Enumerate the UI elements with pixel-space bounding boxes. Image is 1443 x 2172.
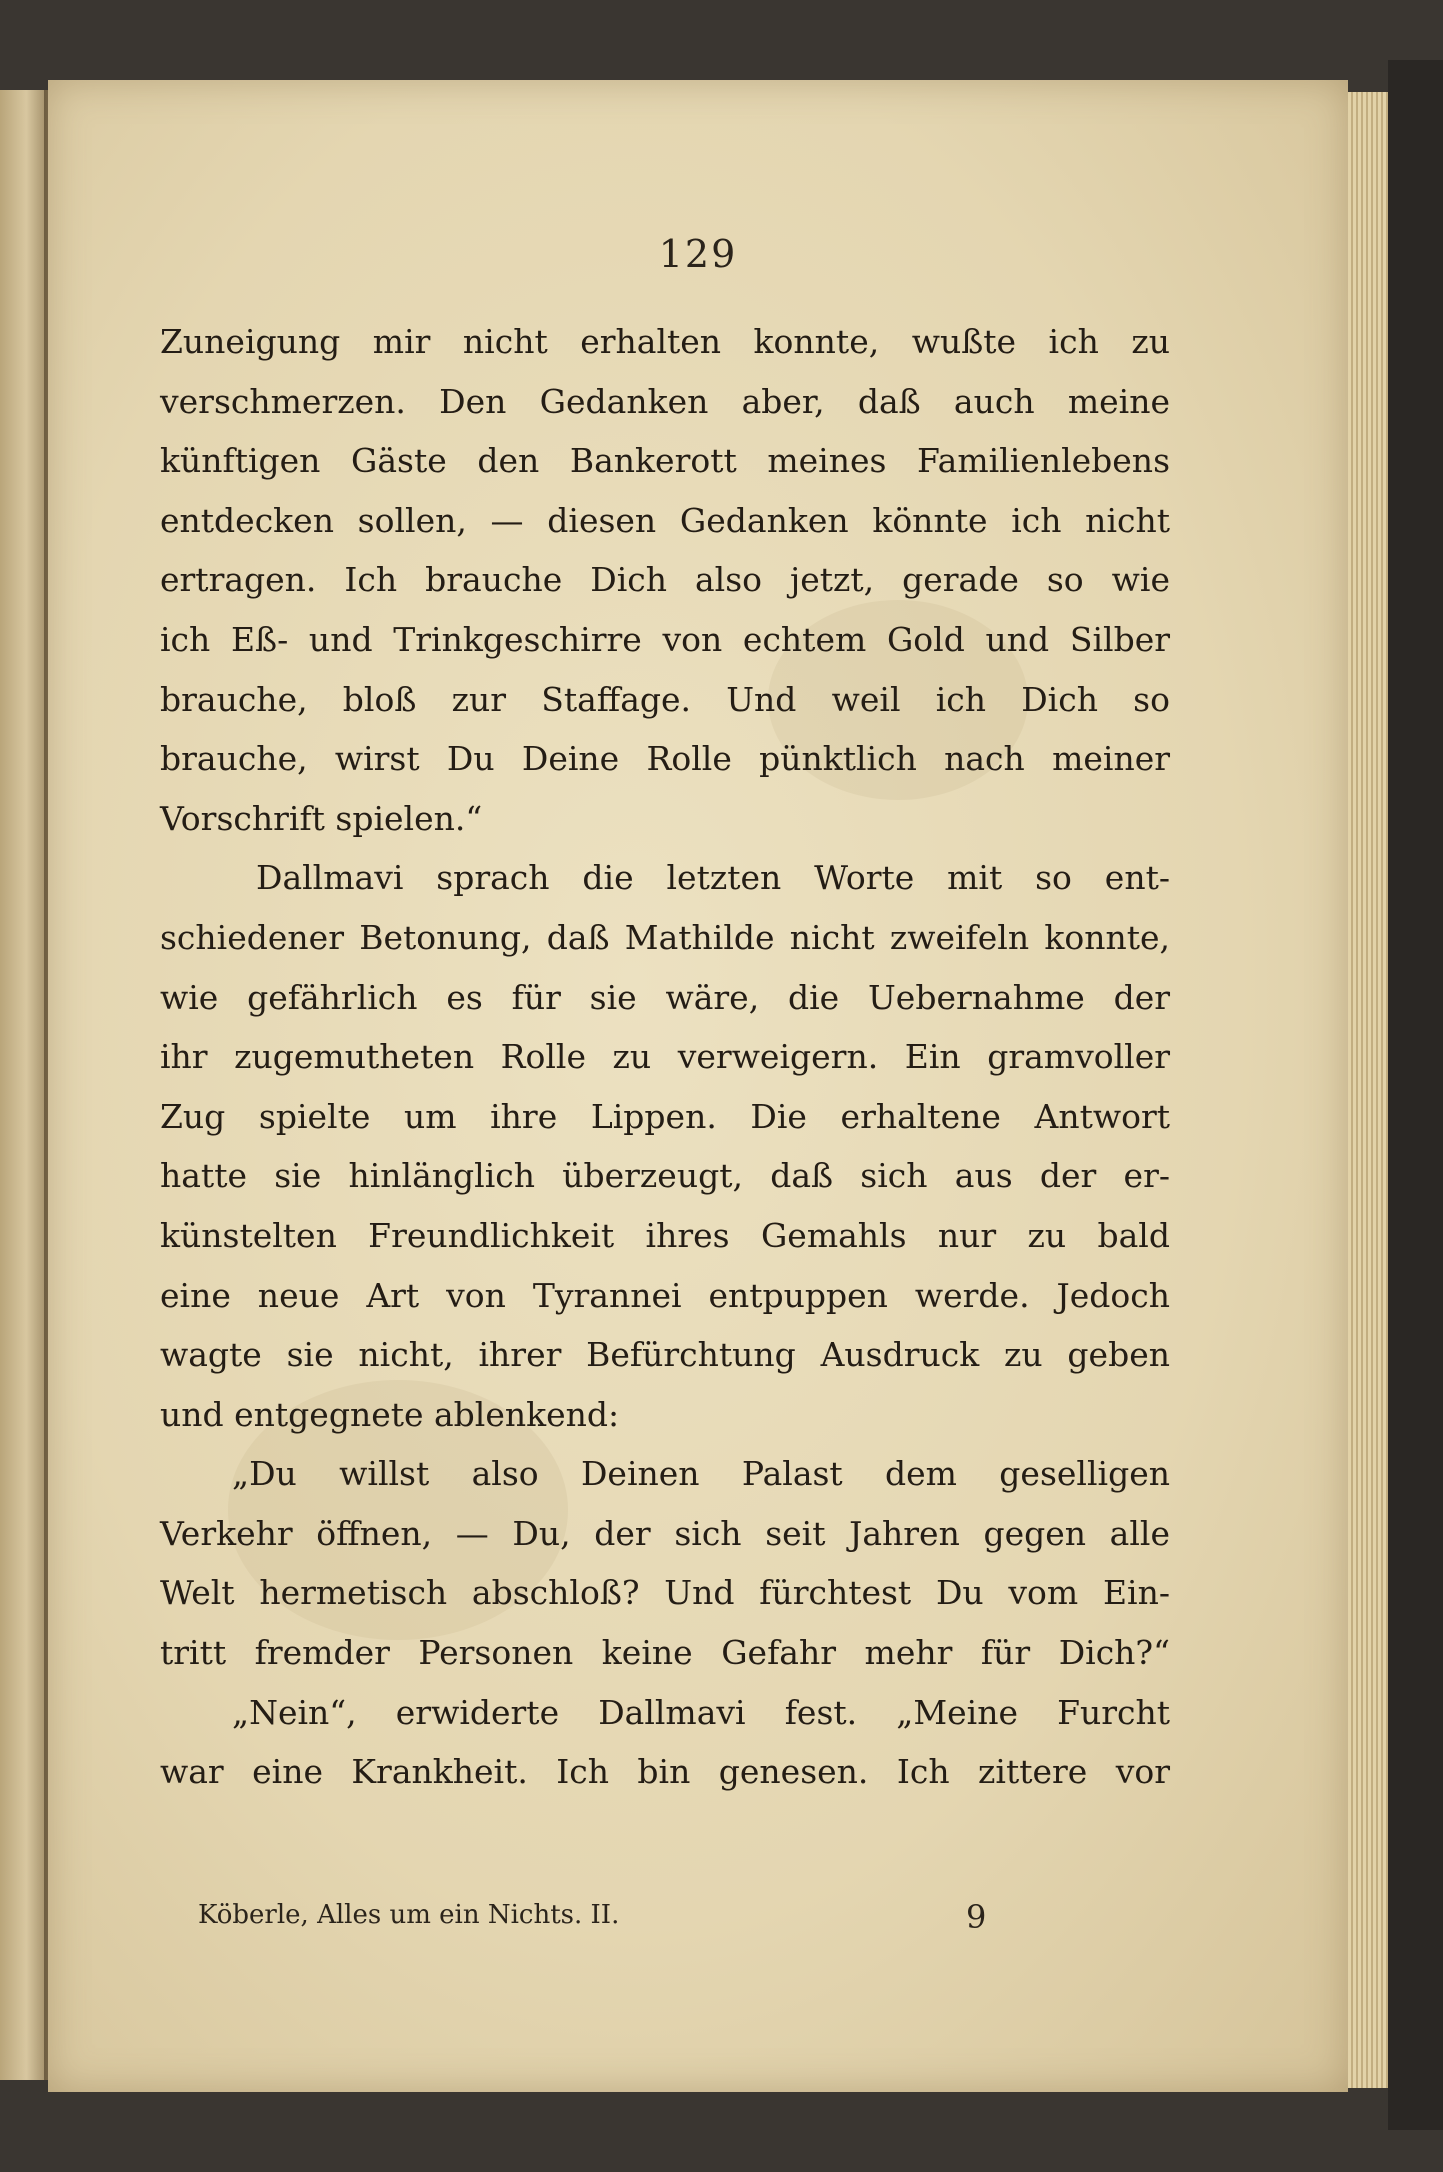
text-line: Zug spielte um ihre Lippen. Die erhaltene Antwort	[160, 1096, 1170, 1136]
text-line: brauche, bloß zur Staffage. Und weil ich Dich so	[160, 679, 1170, 719]
text-line: ertragen. Ich brauche Dich also jetzt, gerade so wie	[160, 560, 1170, 600]
body-text	[160, 312, 1170, 1802]
text-line: Vorschrift spielen.“	[160, 798, 483, 838]
text-line: und entgegnete ablenkend:	[160, 1394, 620, 1434]
text-line: entdecken sollen, — diesen Gedanken könnte ich nicht	[160, 500, 1170, 540]
page-number: 129	[658, 232, 738, 276]
text-line: Zuneigung mir nicht erhalten konnte, wußte ich zu	[160, 322, 1170, 361]
text-line: wie gefährlich es für sie wäre, die Uebernahme der	[160, 977, 1170, 1017]
text-line: ich Eß- und Trinkgeschirre von echtem Gold und Silber	[160, 619, 1170, 659]
text-line: war eine Krankheit. Ich bin genesen. Ich zittere vor	[160, 1752, 1170, 1792]
footer-signature: Köberle, Alles um ein Nichts. II.	[198, 1900, 620, 1930]
text-line: hatte sie hinlänglich überzeugt, daß sich aus der er-	[160, 1156, 1170, 1196]
text-line: schiedener Betonung, daß Mathilde nicht zweifeln konnte,	[160, 917, 1170, 957]
left-page-edge	[0, 90, 48, 2080]
text-line: künftigen Gäste den Bankerott meines Familienlebens	[160, 441, 1170, 481]
text-line: verschmerzen. Den Gedanken aber, daß auch meine	[160, 381, 1170, 421]
text-line: „Du willst also Deinen Palast dem geselligen	[232, 1454, 1170, 1494]
page-edges	[1348, 92, 1388, 2088]
text-line: ihr zugemutheten Rolle zu verweigern. Ein gramvoller	[160, 1037, 1170, 1077]
text-line: eine neue Art von Tyrannei entpuppen werde. Jedoch	[160, 1275, 1170, 1315]
page-footer	[198, 1900, 1098, 1940]
text-line: wagte sie nicht, ihrer Befürchtung Ausdruck zu geben	[160, 1335, 1170, 1375]
text-line: Dallmavi sprach die letzten Worte mit so ent-	[256, 858, 1170, 898]
text-line: „Nein“, erwiderte Dallmavi fest. „Meine Furcht	[232, 1692, 1170, 1732]
book-page	[48, 80, 1348, 2092]
text-line: tritt fremder Personen keine Gefahr mehr für Dich?“	[160, 1633, 1170, 1673]
text-line: künstelten Freundlichkeit ihres Gemahls nur zu bald	[160, 1215, 1170, 1255]
footer-sheet-number: 9	[966, 1898, 987, 1936]
book-cover	[1388, 60, 1443, 2130]
text-line: Verkehr öffnen, — Du, der sich seit Jahren gegen alle	[160, 1513, 1170, 1553]
text-line: brauche, wirst Du Deine Rolle pünktlich nach meiner	[160, 739, 1170, 779]
text-line: Welt hermetisch abschloß? Und fürchtest Du vom Ein-	[160, 1573, 1170, 1613]
